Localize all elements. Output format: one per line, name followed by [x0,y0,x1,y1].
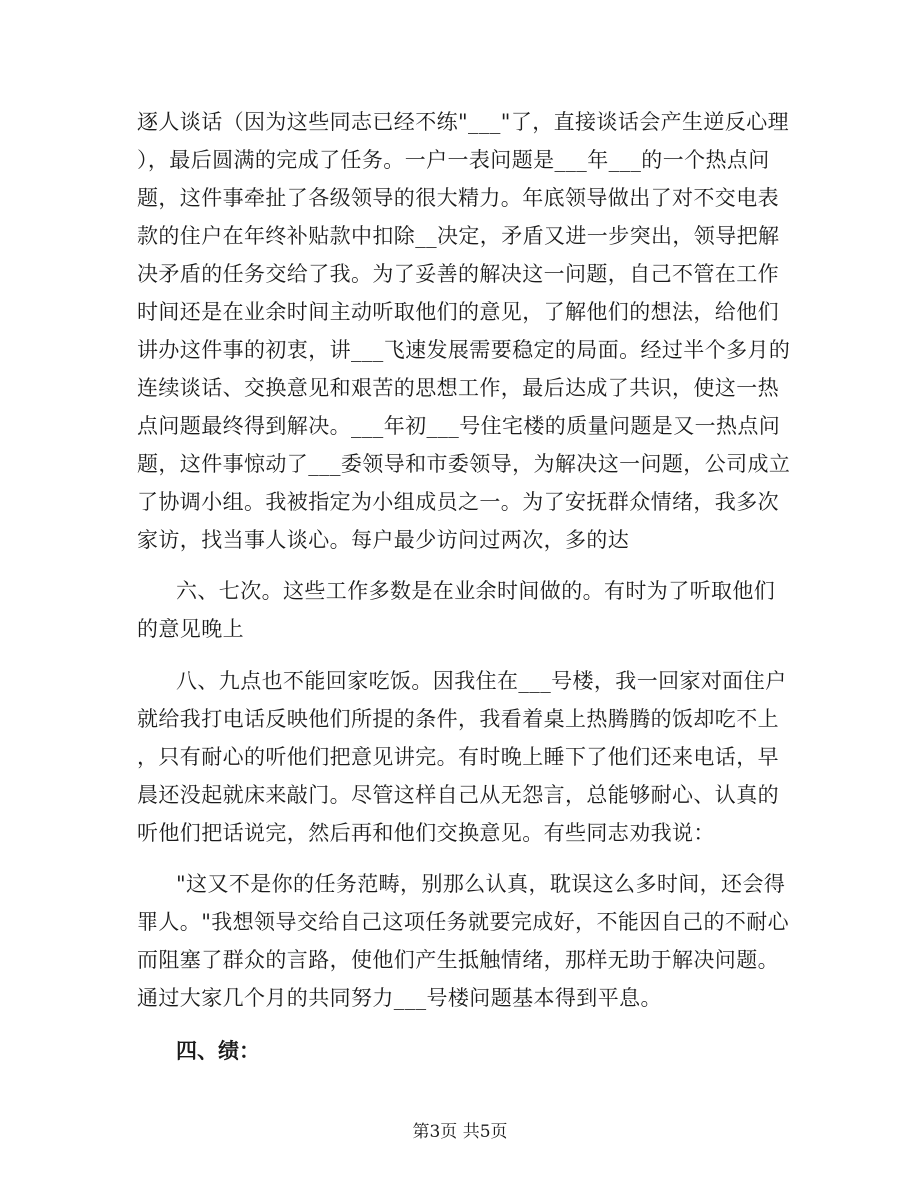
text-line: 点问题最终得到解决。___年初___号住宅楼的质量问题是又一热点问 [137,414,781,438]
text-line: "这又不是你的任务范畴，别那么认真，耽误这么多时间，还会得 [176,872,786,896]
text-line: 连续谈话、交换意见和艰苦的思想工作，最后达成了共识，使这一热 [137,376,779,400]
section-heading: 四、绩： [176,1038,260,1063]
text-line: 逐人谈话（因为这些同志已经不练"___"了，直接谈话会产生逆反心理 [137,110,790,134]
text-line: ，只有耐心的听他们把意见讲完。有时晚上睡下了他们还来电话，早 [137,745,779,769]
text-line: 家访，找当事人谈心。每户最少访问过两次，多的达 [137,528,630,552]
text-line: 晨还没起就床来敲门。尽管这样自己从无怨言，总能够耐心、认真的 [137,783,779,807]
text-line: 的意见晚上 [137,617,244,641]
text-line: 款的住户在年终补贴款中扣除__决定，矛盾又进一步突出，领导把解 [137,224,780,248]
text-line: 八、九点也不能回家吃饭。因我住在___号楼，我一回家对面住户 [176,669,787,693]
text-line: 决矛盾的任务交给了我。为了妥善的解决这一问题，自己不管在工作 [137,262,779,286]
text-line: 题，这件事惊动了___委领导和市委领导，为解决这一问题，公司成立 [137,452,791,476]
text-line: 就给我打电话反映他们所提的条件，我看着桌上热腾腾的饭却吃不上 [137,707,779,731]
text-line: 六、七次。这些工作多数是在业余时间做的。有时为了听取他们 [176,579,776,603]
page-footer: 第3页 共5页 [412,1122,508,1142]
text-line: 通过大家几个月的共同努力___号楼问题基本得到平息。 [137,986,662,1010]
text-line: 题，这件事牵扯了各级领导的很大精力。年底领导做出了对不交电表 [137,186,779,210]
text-line: 而阻塞了群众的言路，使他们产生抵触情绪，那样无助于解决问题。 [137,948,779,972]
text-line: 时间还是在业余时间主动听取他们的意见，了解他们的想法，给他们 [137,300,779,324]
text-line: 罪人。"我想领导交给自己这项任务就要完成好，不能因自己的不耐心 [137,910,790,934]
text-line: 了协调小组。我被指定为小组成员之一。为了安抚群众情绪，我多次 [137,490,779,514]
text-line: ），最后圆满的完成了任务。一户一表问题是___年___的一个热点问 [137,148,770,172]
text-line: 听他们把话说完，然后再和他们交换意见。有些同志劝我说： [137,821,715,845]
text-line: 讲办这件事的初衷，讲___飞速发展需要稳定的局面。经过半个多月的 [137,338,791,362]
